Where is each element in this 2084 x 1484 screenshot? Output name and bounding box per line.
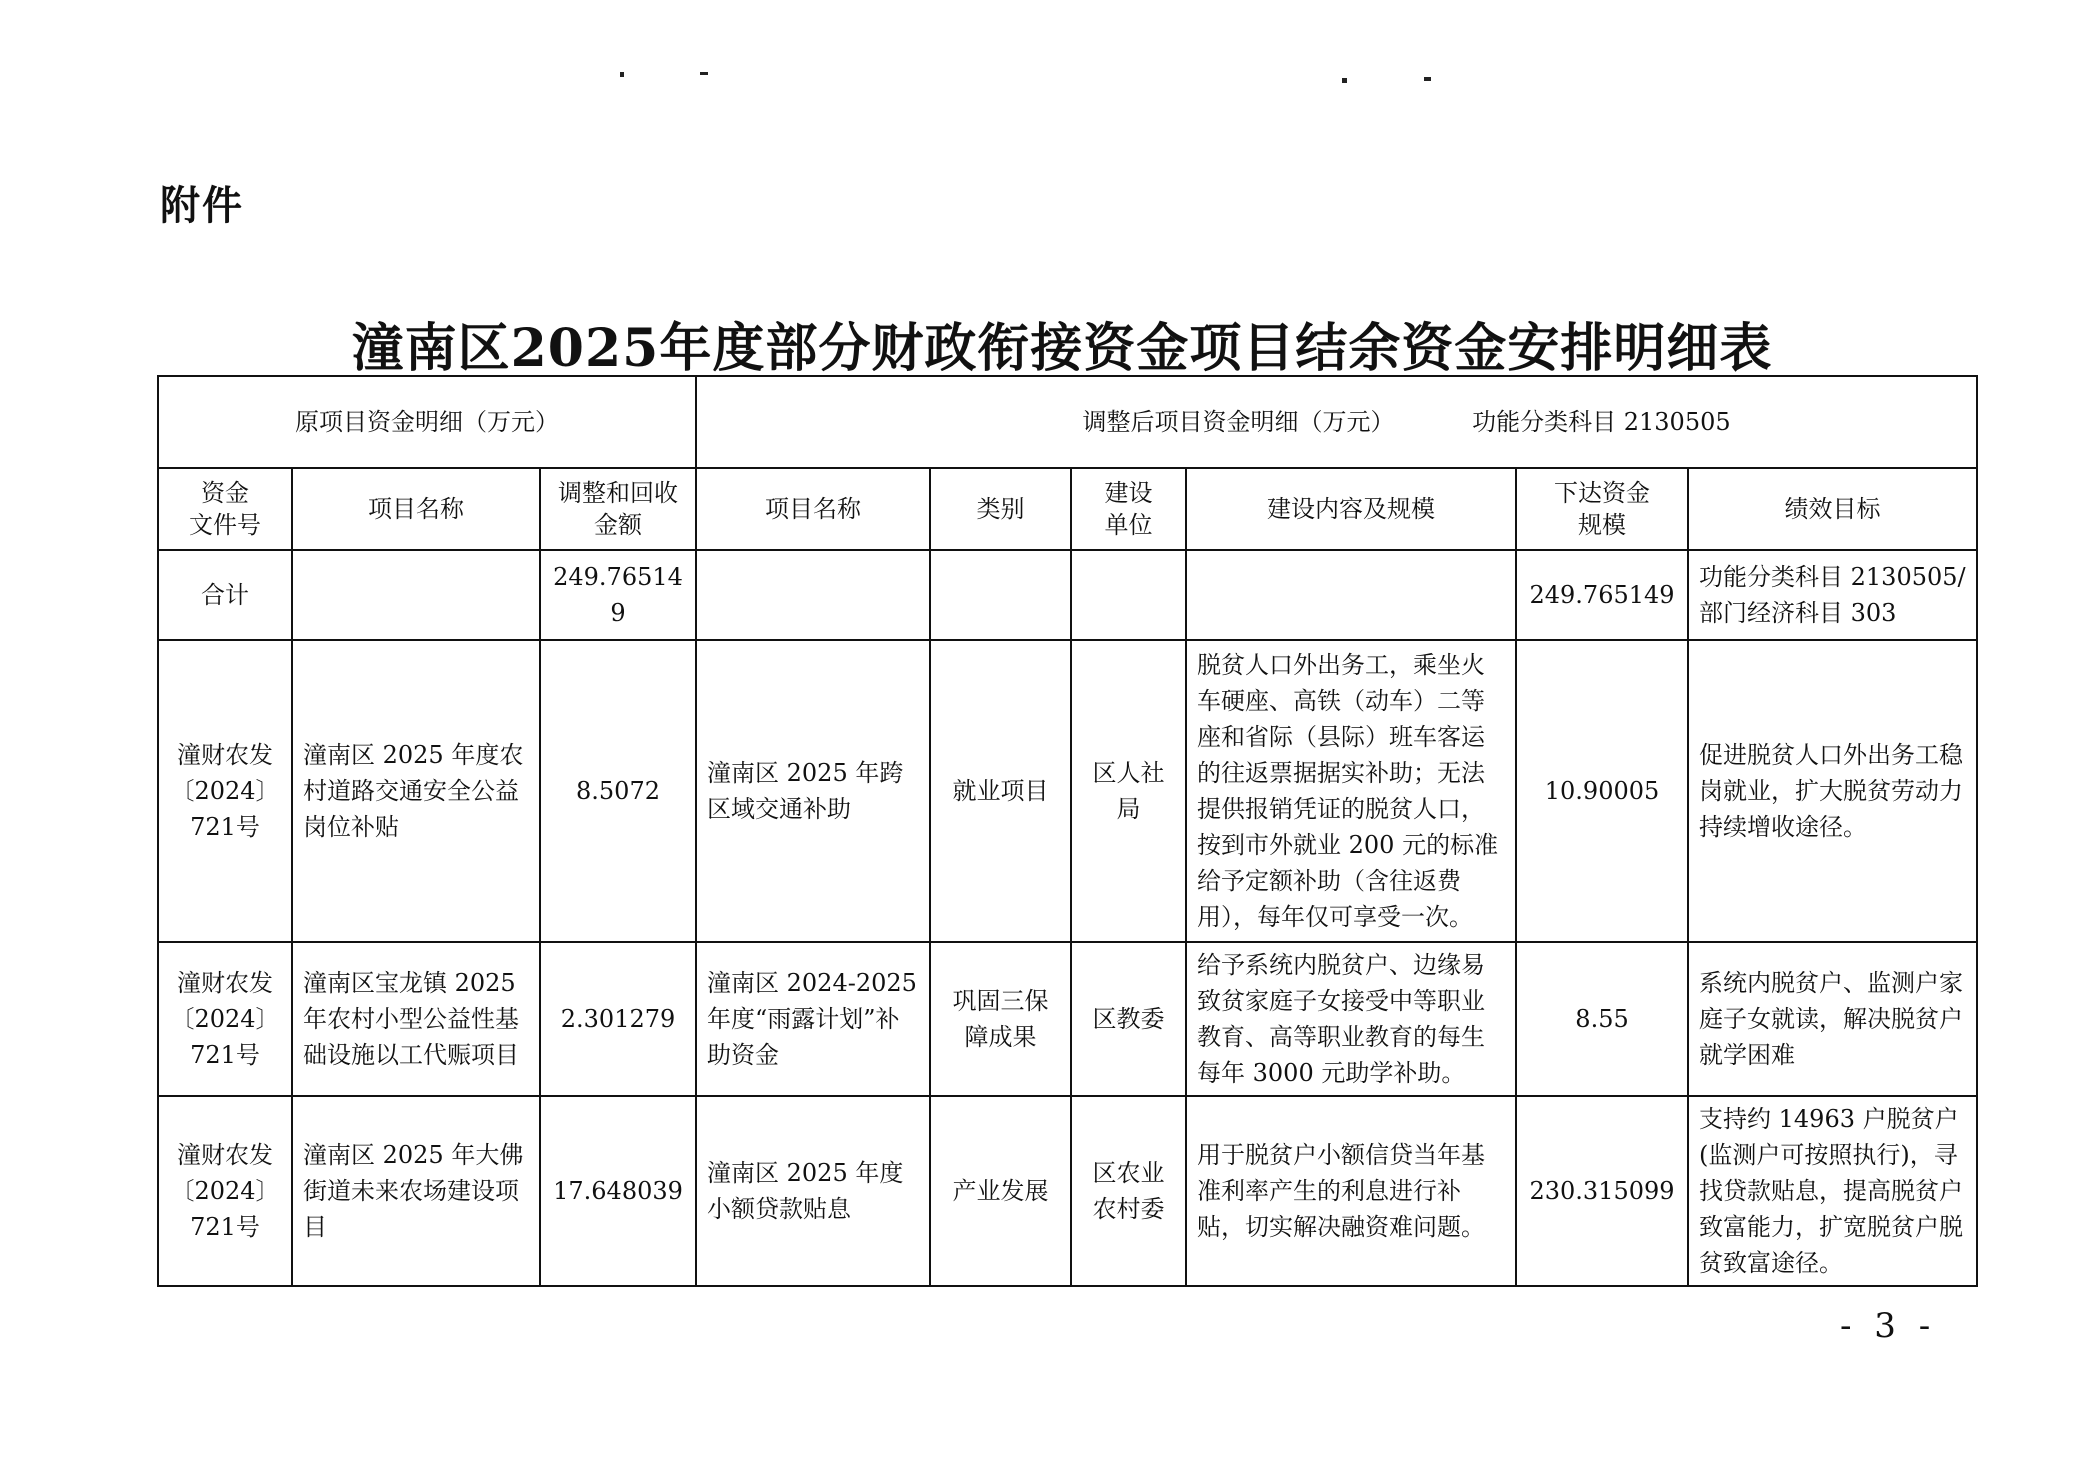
col-header-goal: 绩效目标 (1688, 468, 1977, 550)
orig-name-cell: 潼南区宝龙镇 2025 年农村小型公益性基础设施以工代赈项目 (292, 942, 540, 1096)
scale-cell: 230.315099 (1516, 1096, 1688, 1286)
fund-allocation-table (157, 375, 1978, 1287)
total-goal: 功能分类科目 2130505/部门经济科目 303 (1688, 550, 1977, 640)
scan-speck (700, 72, 708, 75)
original-group-header: 原项目资金明细（万元） (158, 376, 696, 468)
category-cell: 巩固三保障成果 (930, 942, 1071, 1096)
attachment-label: 附件 (160, 183, 244, 229)
total-row (158, 550, 1977, 640)
total-scale: 249.765149 (1516, 550, 1688, 640)
category-cell: 产业发展 (930, 1096, 1071, 1286)
doc-no-cell: 潼财农发〔2024〕721号 (158, 942, 292, 1096)
content-cell: 给予系统内脱贫户、边缘易致贫家庭子女接受中等职业教育、高等职业教育的每生每年 3000 元助学补助。 (1186, 942, 1516, 1096)
amount-cell: 17.648039 (540, 1096, 696, 1286)
col-header-amount: 调整和回收 金额 (540, 468, 696, 550)
scan-speck (1424, 77, 1431, 81)
page-number: - 3 - (1840, 1306, 1937, 1346)
unit-cell: 区教委 (1071, 942, 1186, 1096)
total-amount: 249.765149 (540, 550, 696, 640)
col-header-doc-no: 资金 文件号 (158, 468, 292, 550)
doc-no-cell: 潼财农发〔2024〕721号 (158, 640, 292, 942)
column-header-row (158, 468, 1977, 550)
total-empty-cell (1186, 550, 1516, 640)
total-label: 合计 (158, 550, 292, 640)
col-header-scale: 下达资金 规模 (1516, 468, 1688, 550)
col-header-orig-name: 项目名称 (292, 468, 540, 550)
new-name-cell: 潼南区 2025 年跨区域交通补助 (696, 640, 930, 942)
doc-no-cell: 潼财农发〔2024〕721号 (158, 1096, 292, 1286)
col-header-unit: 建设 单位 (1071, 468, 1186, 550)
page-title: 潼南区2025年度部分财政衔接资金项目结余资金安排明细表 (351, 318, 1773, 379)
goal-cell: 系统内脱贫户、监测户家庭子女就读，解决脱贫户就学困难 (1688, 942, 1977, 1096)
table-row (158, 640, 1977, 942)
amount-cell: 8.5072 (540, 640, 696, 942)
orig-name-cell: 潼南区 2025 年度农村道路交通安全公益岗位补贴 (292, 640, 540, 942)
content-cell: 脱贫人口外出务工，乘坐火车硬座、高铁（动车）二等座和省际（县际）班车客运的往返票据据实补助；无法提供报销凭证的脱贫人口，按到市外就业 200 元的标准给予定额补助（含往返费用），每年仅可享受一次。 (1186, 640, 1516, 942)
scan-speck (620, 72, 624, 77)
table-row (158, 942, 1977, 1096)
category-cell: 就业项目 (930, 640, 1071, 942)
goal-cell: 支持约 14963 户脱贫户(监测户可按照执行)，寻找贷款贴息，提高脱贫户致富能力，扩宽脱贫户脱贫致富途径。 (1688, 1096, 1977, 1286)
unit-cell: 区农业农村委 (1071, 1096, 1186, 1286)
col-header-category: 类别 (930, 468, 1071, 550)
total-empty-cell (696, 550, 930, 640)
function-code-label: 功能分类科目 2130505 (1472, 408, 1731, 436)
scale-cell: 8.55 (1516, 942, 1688, 1096)
total-empty-cell (292, 550, 540, 640)
group-header-row (158, 376, 1977, 468)
new-name-cell: 潼南区 2025 年度小额贷款贴息 (696, 1096, 930, 1286)
col-header-content: 建设内容及规模 (1186, 468, 1516, 550)
table-row (158, 1096, 1977, 1286)
content-cell: 用于脱贫户小额信贷当年基准利率产生的利息进行补贴，切实解决融资难问题。 (1186, 1096, 1516, 1286)
amount-cell: 2.301279 (540, 942, 696, 1096)
unit-cell: 区人社局 (1071, 640, 1186, 942)
new-name-cell: 潼南区 2024-2025 年度“雨露计划”补助资金 (696, 942, 930, 1096)
orig-name-cell: 潼南区 2025 年大佛街道未来农场建设项目 (292, 1096, 540, 1286)
scan-speck (1342, 78, 1347, 83)
total-empty-cell (930, 550, 1071, 640)
adjusted-group-header (696, 376, 1977, 468)
adjusted-header-label: 调整后项目资金明细（万元） (1082, 408, 1395, 436)
col-header-new-name: 项目名称 (696, 468, 930, 550)
goal-cell: 促进脱贫人口外出务工稳岗就业，扩大脱贫劳动力持续增收途径。 (1688, 640, 1977, 942)
scale-cell: 10.90005 (1516, 640, 1688, 942)
total-empty-cell (1071, 550, 1186, 640)
